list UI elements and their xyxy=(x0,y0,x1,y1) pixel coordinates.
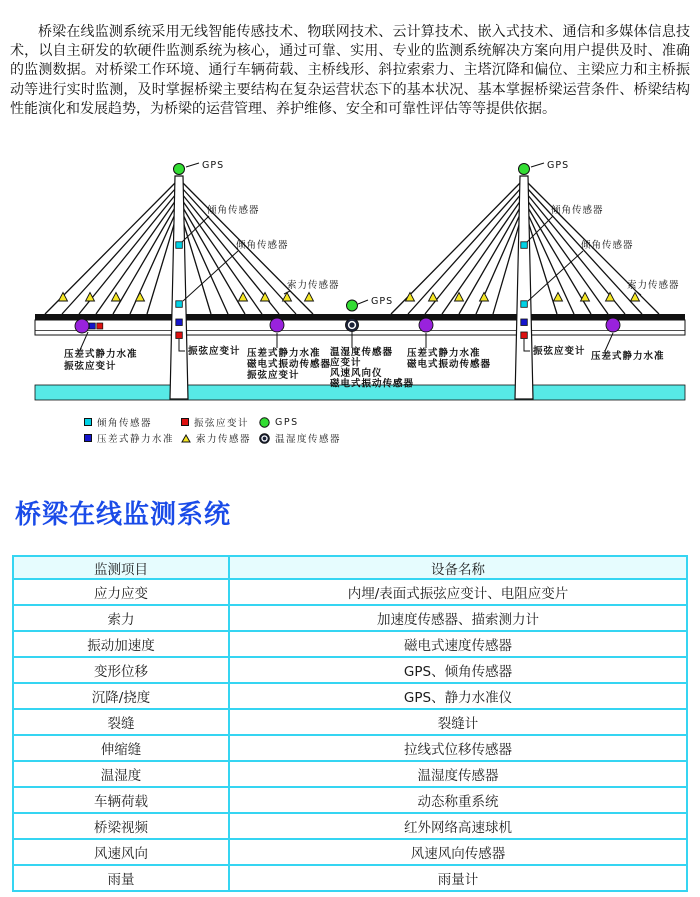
table-row xyxy=(13,865,687,891)
table-row xyxy=(13,787,687,813)
monitor-item-cell: 裂缝 xyxy=(13,709,229,735)
table-row xyxy=(13,605,687,631)
table-row xyxy=(13,813,687,839)
cable-force-triangle-icon xyxy=(181,434,191,443)
midspan-cluster-label-4: 磁电式振动传感器 xyxy=(330,378,415,390)
table-row xyxy=(13,631,687,657)
device-name-cell: 裂缝计 xyxy=(229,709,687,735)
table-row xyxy=(13,657,687,683)
device-name-cell: 磁电式速度传感器 xyxy=(229,631,687,657)
left-midspan-cluster-label-3: 振弦应变计 xyxy=(247,370,300,382)
gps-sensor-right-tower xyxy=(519,164,530,175)
gps-circle-icon xyxy=(259,417,270,428)
legend-item-temp-humidity xyxy=(259,431,389,445)
tilt-square-icon xyxy=(84,418,92,426)
left-midspan-cluster-label-1: 压差式静力水准 xyxy=(247,348,321,360)
cable-force-label-left: 索力传感器 xyxy=(287,280,340,292)
tilt-sensor-label-left-upper: 倾角传感器 xyxy=(207,205,260,217)
left-midspan-cluster-label-2: 磁电式振动传感器 xyxy=(247,359,332,371)
diagram-legend xyxy=(84,415,700,445)
right-tower xyxy=(515,176,533,399)
table-row xyxy=(13,735,687,761)
monitor-item-cell: 雨量 xyxy=(13,865,229,891)
cable-force-label-right: 索力传感器 xyxy=(627,280,680,292)
legend-item-leveling xyxy=(84,431,181,445)
leveling-square-icon xyxy=(84,434,92,442)
page-title: 桥梁在线监测系统 xyxy=(15,500,232,531)
device-name-cell: 温湿度传感器 xyxy=(229,761,687,787)
legend-label: 索力传感器 xyxy=(196,434,252,446)
tilt-sensor-label-left-lower: 倾角传感器 xyxy=(236,240,289,252)
legend-item-gps xyxy=(259,415,389,429)
midspan-cluster-label-3: 风速风向仪 xyxy=(330,368,383,380)
legend-label: 振弦应变计 xyxy=(194,418,250,430)
right-midspan-cluster-label-2: 磁电式振动传感器 xyxy=(407,359,492,371)
monitor-item-cell: 桥梁视频 xyxy=(13,813,229,839)
midspan-cluster-label-2: 应变计 xyxy=(330,357,362,369)
table-row xyxy=(13,839,687,865)
midspan-cluster-label-1: 温湿度传感器 xyxy=(330,347,394,359)
stay-cables xyxy=(45,182,659,314)
left-deck-cluster-label-1: 压差式静力水准 xyxy=(64,349,138,361)
legend-item-cable-force xyxy=(181,431,259,445)
monitor-item-cell: 应力应变 xyxy=(13,579,229,605)
legend-item-tilt xyxy=(84,415,181,429)
device-name-cell: 雨量计 xyxy=(229,865,687,891)
device-name-cell: 拉线式位移传感器 xyxy=(229,735,687,761)
left-deck-cluster-label-2: 振弦应变计 xyxy=(64,361,117,373)
intro-paragraph: 桥梁在线监测系统采用无线智能传感技术、物联网技术、云计算技术、嵌入式技术、通信和多媒体信息技术，以自主研发的软硬件监测系统为核心，通过可靠、实用、专业的监测系统解决方案向用户提供及时、准确的监测数据。对桥梁工作环境、通行车辆荷载、主桥线形、斜拉索索力、主塔沉降和偏位、主梁应力和主桥振动等进行实时监测，及时掌握桥梁主要结构在复杂运营状态下的基本状况、基本掌握桥梁运营条件、桥梁结构性能演化和发展趋势，为桥梁的运营管理、养护维修、安全和可靠性评估等等提供依据。 xyxy=(10,24,690,117)
legend-label: 倾角传感器 xyxy=(97,418,153,430)
bridge-deck xyxy=(35,314,685,335)
device-name-cell: 内埋/表面式振弦应变计、电阻应变片 xyxy=(229,579,687,605)
table-row xyxy=(13,709,687,735)
legend-label: GPS xyxy=(275,416,299,428)
monitor-item-cell: 变形位移 xyxy=(13,657,229,683)
bridge-sensor-diagram xyxy=(0,152,700,407)
monitor-item-cell: 索力 xyxy=(13,605,229,631)
monitor-item-cell: 振动加速度 xyxy=(13,631,229,657)
tilt-sensor-label-right-upper: 倾角传感器 xyxy=(551,205,604,217)
device-name-cell: 红外网络高速球机 xyxy=(229,813,687,839)
table-header-row xyxy=(13,556,687,579)
legend-label: 温湿度传感器 xyxy=(275,434,342,446)
monitor-item-cell: 沉降/挠度 xyxy=(13,683,229,709)
gps-sensor-midspan xyxy=(347,300,358,311)
device-name-cell: 加速度传感器、描索测力计 xyxy=(229,605,687,631)
legend-item-strain xyxy=(181,415,259,429)
temp-humidity-circle-icon xyxy=(259,433,270,444)
gps-label-midspan: GPS xyxy=(371,296,394,308)
device-name-cell: GPS、倾角传感器 xyxy=(229,657,687,683)
strain-square-icon xyxy=(181,418,189,426)
legend-label: 压差式静力水准 xyxy=(97,434,175,446)
monitoring-table xyxy=(12,555,688,892)
left-tower xyxy=(170,176,188,399)
strain-gauge-label-right-tower: 振弦应变计 xyxy=(533,346,586,358)
gps-label-right: GPS xyxy=(547,160,570,172)
tilt-sensor-label-right-lower: 倾角传感器 xyxy=(581,240,634,252)
monitor-item-cell: 风速风向 xyxy=(13,839,229,865)
device-name-cell: 动态称重系统 xyxy=(229,787,687,813)
strain-gauge-label-left-tower: 振弦应变计 xyxy=(188,346,241,358)
column-header-item: 监测项目 xyxy=(13,556,229,579)
right-midspan-cluster-label-1: 压差式静力水准 xyxy=(407,348,481,360)
device-name-cell: 风速风向传感器 xyxy=(229,839,687,865)
gps-sensor-left-tower xyxy=(174,164,185,175)
table-row xyxy=(13,683,687,709)
table-row xyxy=(13,761,687,787)
right-deck-label: 压差式静力水准 xyxy=(591,351,665,363)
monitor-item-cell: 车辆荷载 xyxy=(13,787,229,813)
monitor-item-cell: 伸缩缝 xyxy=(13,735,229,761)
gps-label-left: GPS xyxy=(202,160,225,172)
temp-humidity-sensor xyxy=(346,319,359,332)
device-name-cell: GPS、静力水准仪 xyxy=(229,683,687,709)
column-header-device: 设备名称 xyxy=(229,556,687,579)
table-row xyxy=(13,579,687,605)
monitor-item-cell: 温湿度 xyxy=(13,761,229,787)
